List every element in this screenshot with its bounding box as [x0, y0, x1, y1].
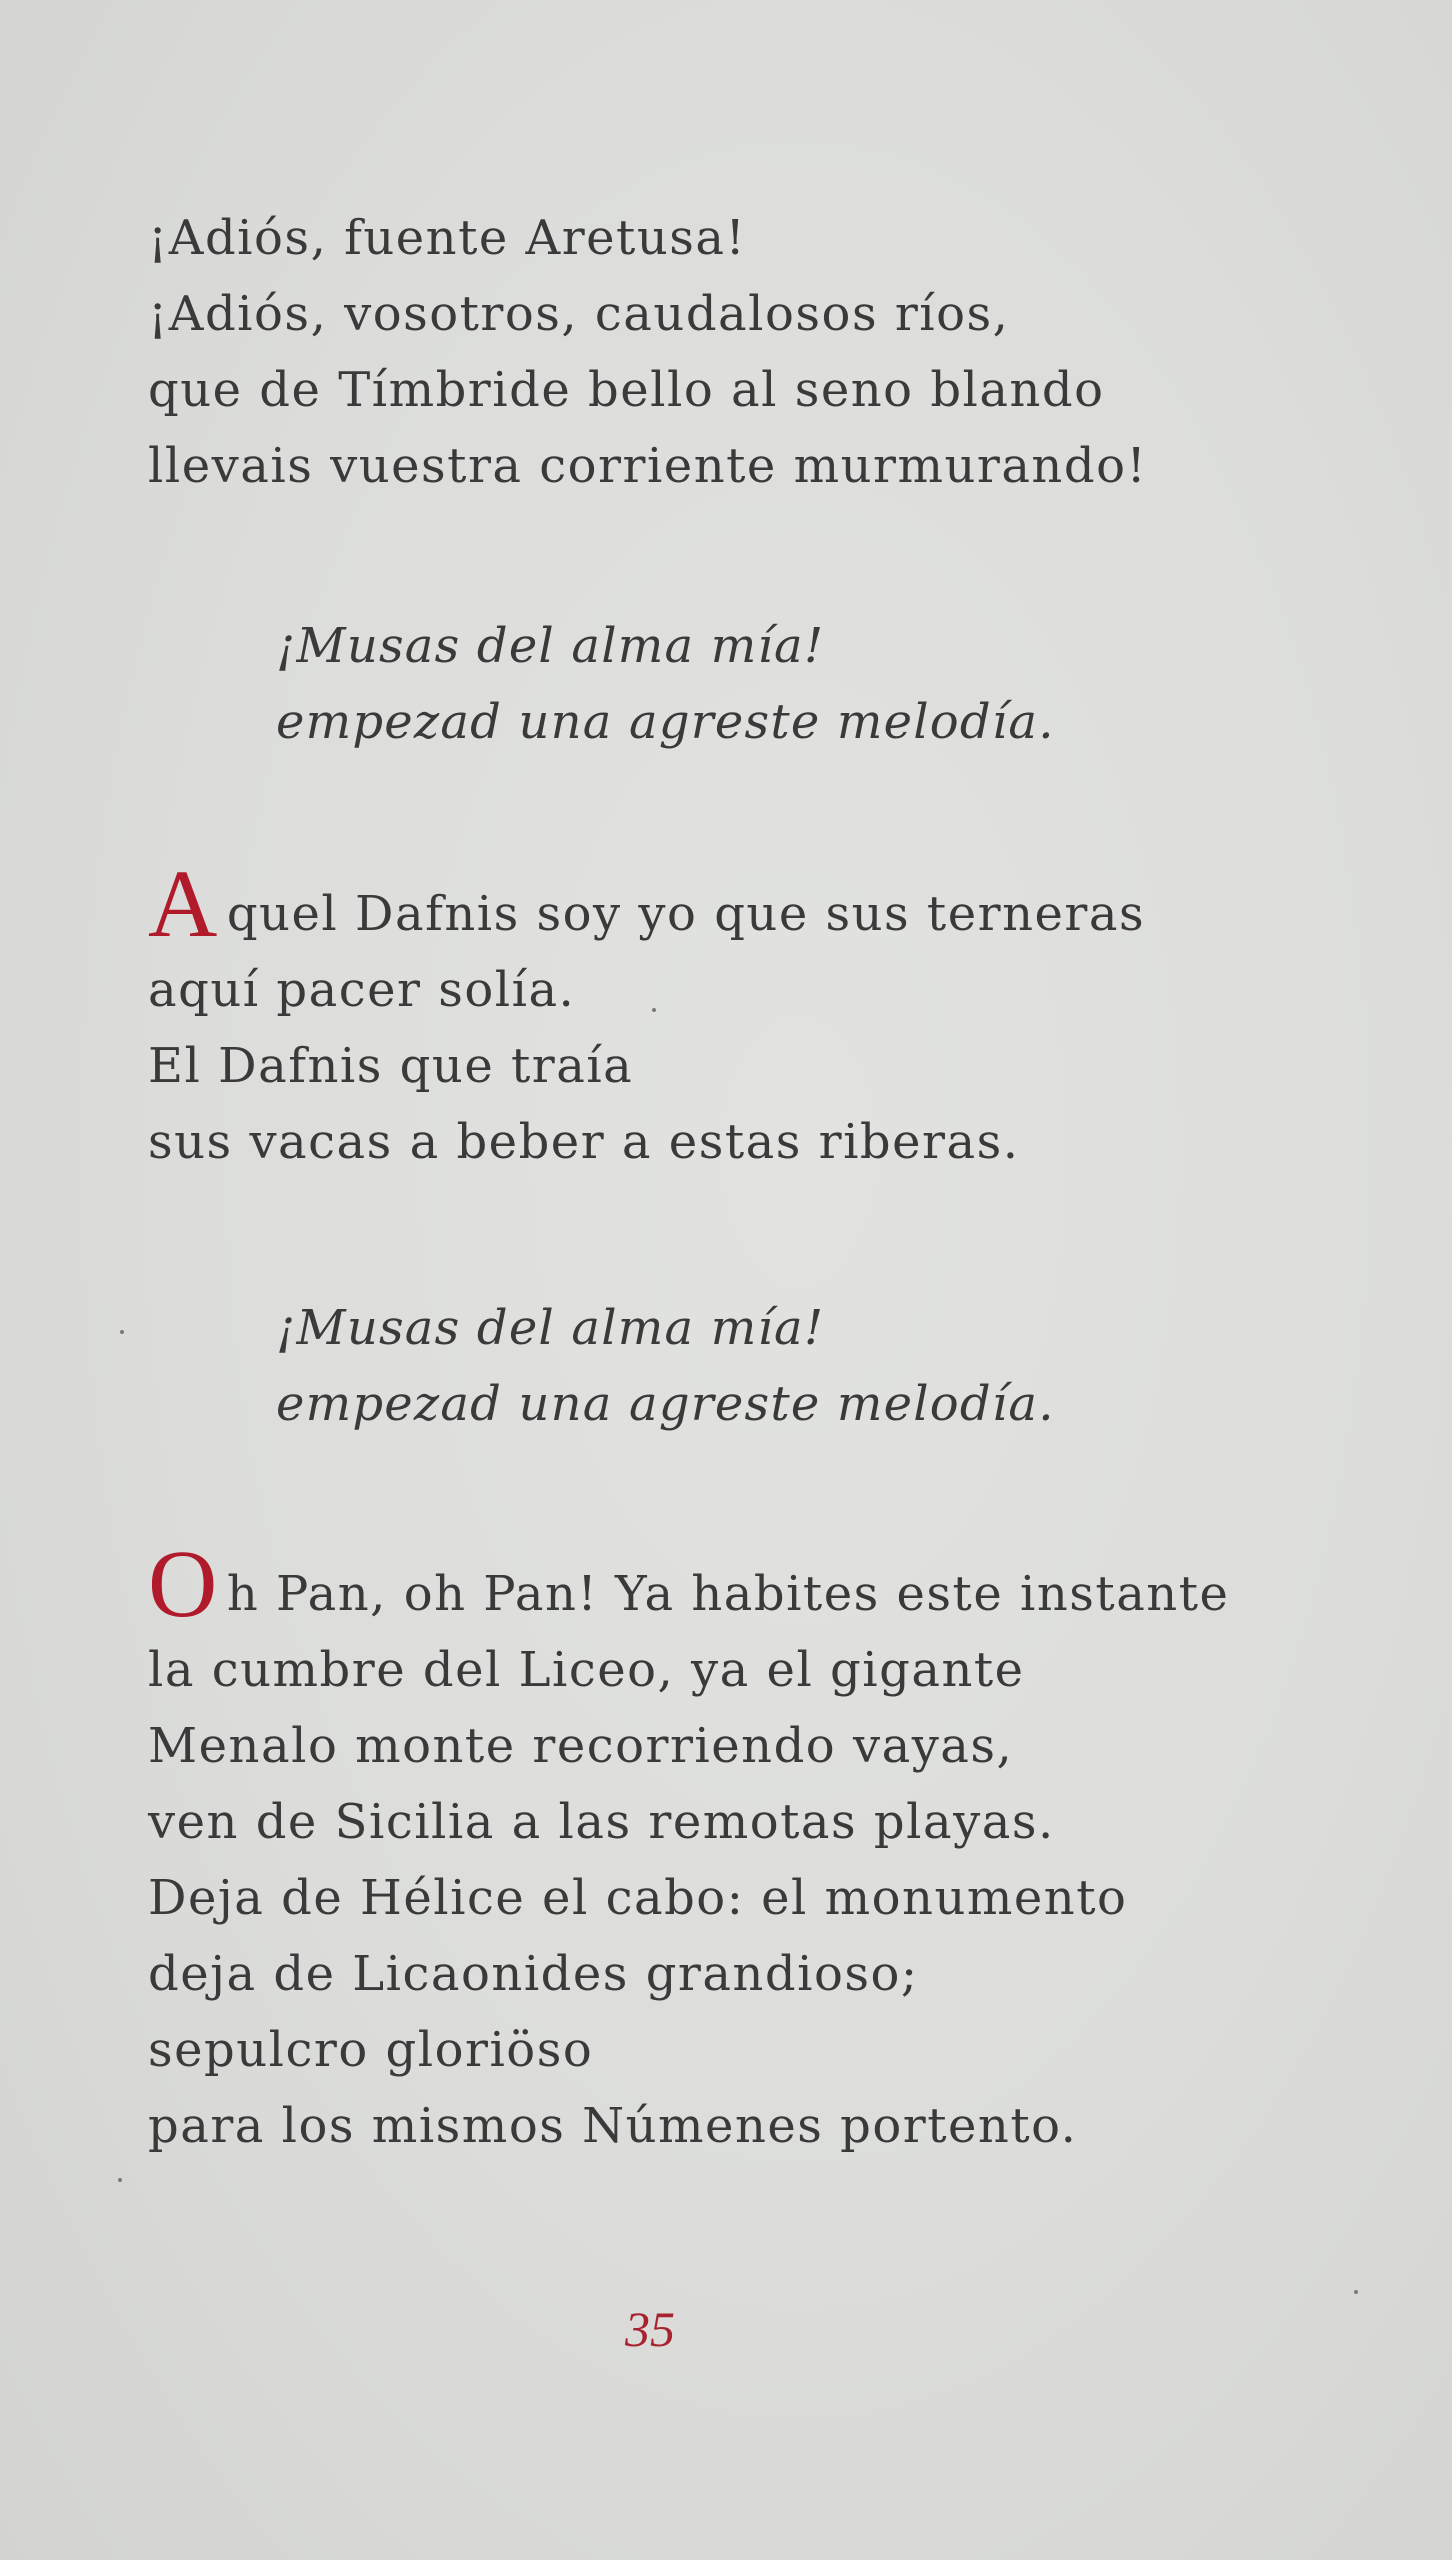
stanza-farewell — [148, 200, 1147, 504]
dropcap-letter: A — [148, 850, 219, 957]
dropcap-letter: O — [148, 1530, 219, 1637]
paper-speck — [1354, 2290, 1358, 2294]
verse-line: sepulcro gloriöso — [148, 2022, 594, 2078]
stanza-pan — [148, 1530, 1230, 2164]
verse-line: El Dafnis que traía — [148, 1038, 634, 1094]
refrain-line: ¡Musas del alma mía! — [276, 1300, 825, 1356]
verse-line: sus vacas a beber a estas riberas. — [148, 1114, 1020, 1170]
verse-line: aquí pacer solía. — [148, 962, 576, 1018]
verse-line-text: quel Dafnis soy yo que sus terneras — [226, 886, 1146, 942]
verse-line: ¡Adiós, fuente Aretusa! — [148, 210, 747, 266]
verse-line: Deja de Hélice el cabo: el monumento — [148, 1870, 1128, 1926]
refrain-line: empezad una agreste melodía. — [276, 1376, 1055, 1432]
refrain-line: empezad una agreste melodía. — [276, 694, 1055, 750]
refrain-line: ¡Musas del alma mía! — [276, 618, 825, 674]
refrain-2 — [276, 1290, 1055, 1442]
paper-speck — [118, 2178, 122, 2182]
refrain-1 — [276, 608, 1055, 760]
verse-line: Menalo monte recorriendo vayas, — [148, 1718, 1014, 1774]
verse-line: que de Tímbride bello al seno blando — [148, 362, 1105, 418]
verse-line: deja de Licaonides grandioso; — [148, 1946, 919, 2002]
verse-line: para los mismos Númenes portento. — [148, 2098, 1078, 2154]
verse-line: ¡Adiós, vosotros, caudalosos ríos, — [148, 286, 1010, 342]
verse-line-text: h Pan, oh Pan! Ya habites este instante — [226, 1566, 1230, 1622]
verse-line: llevais vuestra corriente murmurando! — [148, 438, 1148, 494]
paper-speck — [652, 1008, 656, 1012]
stanza-dafnis — [148, 850, 1146, 1180]
verse-line: ven de Sicilia a las remotas playas. — [148, 1794, 1055, 1850]
verse-line-with-dropcap — [148, 1530, 1230, 1637]
verse-line-with-dropcap — [148, 850, 1146, 957]
verse-line: la cumbre del Liceo, ya el gigante — [148, 1642, 1025, 1698]
page-number: 35 — [625, 2301, 675, 2357]
paper-speck — [120, 1330, 124, 1334]
